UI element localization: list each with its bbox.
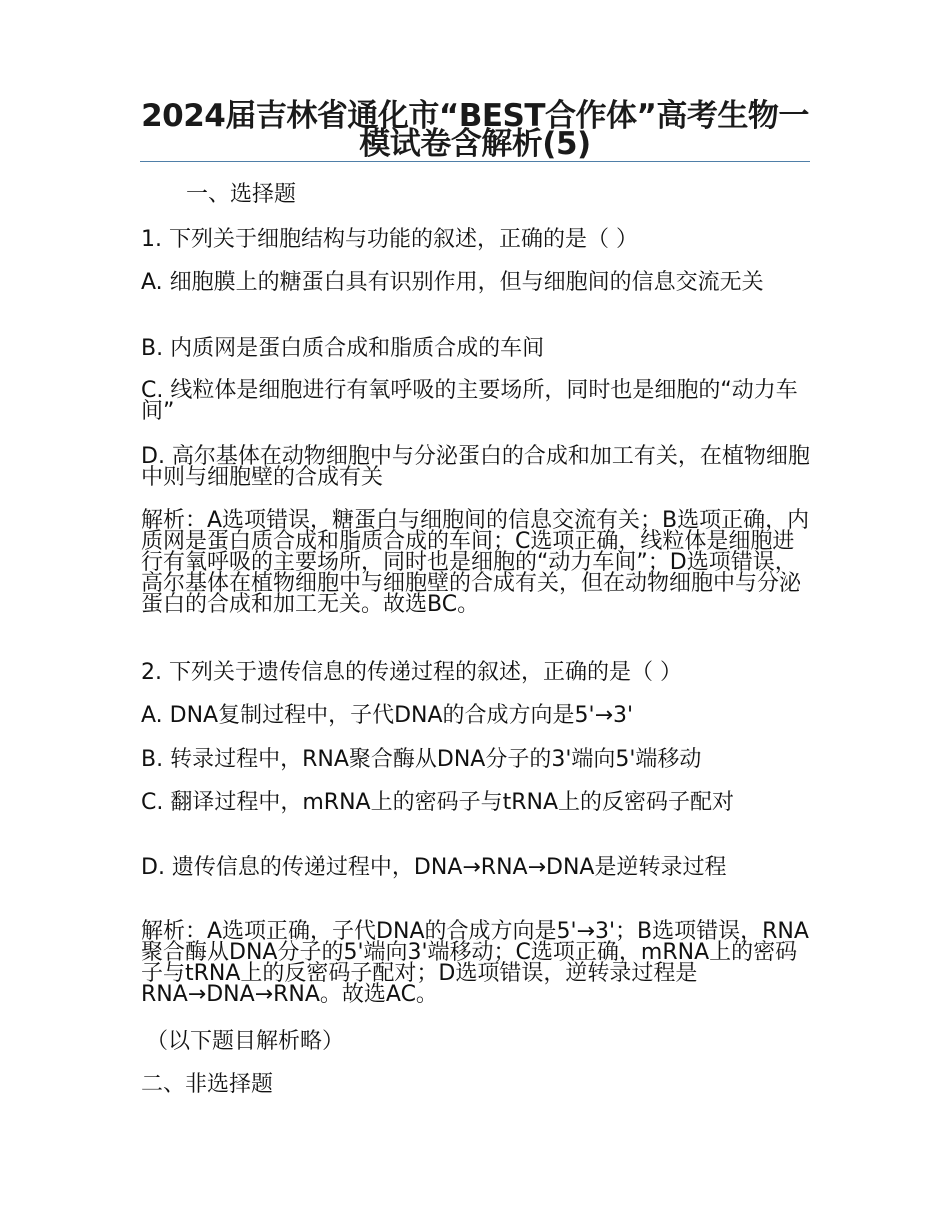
question-1-option-d: D. 高尔基体在动物细胞中与分泌蛋白的合成和加工有关，在植物细胞中则与细胞壁的合成有关 [141, 444, 810, 490]
omitted-analysis-note: （以下题目解析略） [146, 1029, 345, 1054]
question-2-option-c: C. 翻译过程中，mRNA上的密码子与tRNA上的反密码子配对 [141, 790, 734, 815]
question-2-option-a: A. DNA复制过程中，子代DNA的合成方向是5'→3' [141, 703, 634, 728]
question-1-option-a: A. 细胞膜上的糖蛋白具有识别作用，但与细胞间的信息交流无关 [141, 270, 764, 295]
question-1-option-c: C. 线粒体是细胞进行有氧呼吸的主要场所，同时也是细胞的“动力车间” [141, 378, 798, 424]
question-1-option-b: B. 内质网是蛋白质合成和脂质合成的车间 [141, 336, 545, 361]
question-1-analysis: 解析：A选项错误，糖蛋白与细胞间的信息交流有关；B选项正确，内质网是蛋白质合成和脂质合成的车间；C选项正确，线粒体是细胞进行有氧呼吸的主要场所，同时也是细胞的“动力车间”；D选项错误，高尔基体在植物细胞中与细胞壁的合成有关，但在动物细胞中与分泌蛋白的合成和加工无关。故选BC。 [141, 508, 810, 617]
question-2-analysis: 解析：A选项正确，子代DNA的合成方向是5'→3'；B选项错误，RNA聚合酶从DNA分子的5'端向3'端移动；C选项正确，mRNA上的密码子与tRNA上的反密码子配对；D选项错误，逆转录过程是RNA→DNA→RNA。故选AC。 [141, 919, 809, 1007]
question-2-stem: 2. 下列关于遗传信息的传递过程的叙述，正确的是（ ） [141, 660, 682, 685]
title-underline [140, 161, 810, 162]
section-heading-non-choice: 二、非选择题 [141, 1072, 274, 1097]
question-2-option-d: D. 遗传信息的传递过程中，DNA→RNA→DNA是逆转录过程 [141, 855, 727, 880]
question-1-stem: 1. 下列关于细胞结构与功能的叙述，正确的是（ ） [141, 227, 638, 252]
document-title: 2024届吉林省通化市“BEST合作体”高考生物一模试卷含解析(5) [141, 98, 809, 162]
question-2-option-b: B. 转录过程中，RNA聚合酶从DNA分子的3'端向5'端移动 [141, 747, 702, 772]
section-heading-choice: 一、选择题 [186, 182, 297, 207]
